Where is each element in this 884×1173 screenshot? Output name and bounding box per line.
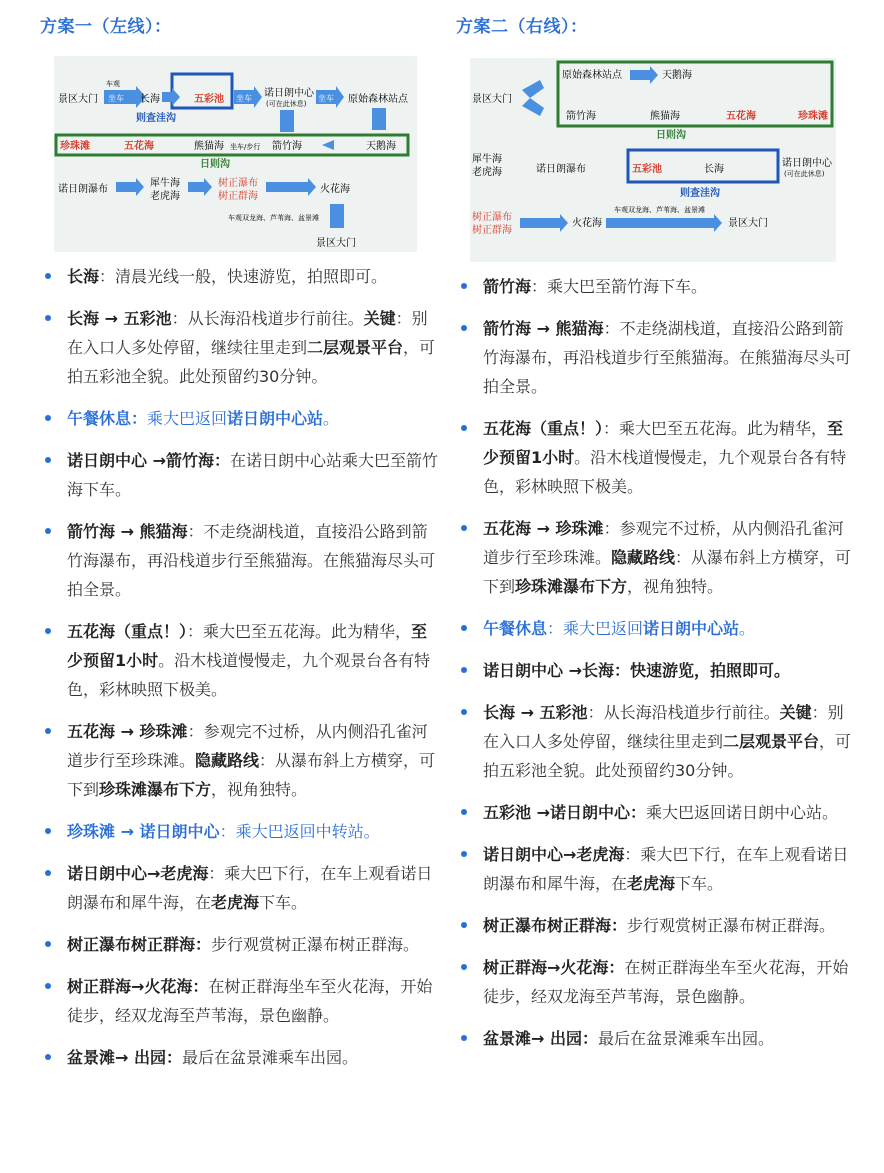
step-text: 下车。 — [675, 874, 724, 893]
step-text: ：从瀑布斜上方横穿，可下到 — [483, 548, 852, 596]
map-node: 天鹅海 — [366, 141, 396, 152]
arrow — [372, 108, 386, 130]
step-text: ：从瀑布斜上方横穿，可下到 — [67, 751, 436, 799]
step-text: ：参观完不过桥，从内侧沿孔雀河道步行至珍珠滩。 — [67, 722, 428, 770]
step-emphasis: 长海 — [67, 267, 100, 286]
step-text: 在诺日朗中心站乘大巴至箭竹海下车。 — [67, 451, 438, 499]
step-emphasis: 关键 — [779, 703, 812, 722]
step-emphasis: 树正瀑布树正群海： — [483, 916, 628, 935]
map-node: 长海 — [704, 164, 724, 175]
step-text: 。沿木栈道慢慢走，九个观景台各有特色，彩林映照下极美。 — [67, 651, 431, 699]
step-item — [40, 859, 440, 917]
map-node: 五彩池 — [632, 164, 662, 175]
arrow — [522, 80, 544, 98]
map-node: 五彩池 — [194, 94, 224, 105]
step-item — [456, 840, 856, 898]
step-emphasis: 老虎海 — [211, 893, 260, 912]
arrow — [280, 110, 294, 132]
step-emphasis: 午餐休息 — [483, 619, 548, 638]
step-text: 。 — [323, 409, 340, 428]
map-node: 景区大门 — [58, 94, 98, 105]
step-emphasis: 诺日朗中心→老虎海 — [67, 864, 209, 883]
map-node: 箭竹海 — [566, 111, 596, 122]
step-emphasis: 诺日朗中心→老虎海 — [483, 845, 625, 864]
step-text: ，视角独特。 — [211, 780, 308, 799]
step-text: ，视角独特。 — [627, 577, 724, 596]
arrow — [606, 214, 722, 232]
step-emphasis: 树正群海→火花海： — [67, 977, 209, 996]
step-item — [40, 446, 440, 504]
step-text: ，可拍五彩池全貌。此处预留约30分钟。 — [67, 338, 436, 386]
map-node: 原始森林站点 — [348, 94, 408, 105]
route-diagram — [54, 56, 417, 252]
step-text: ：乘大巴至五花海。此为精华， — [187, 622, 412, 641]
step-emphasis: 隐藏路线 — [195, 751, 260, 770]
step-emphasis: 午餐休息： — [67, 409, 148, 428]
step-text: 最后在盆景滩乘车出园。 — [597, 1029, 774, 1048]
step-emphasis: 珍珠滩 → 诺日朗中心 — [67, 822, 220, 841]
map-node: 树正群海 — [218, 191, 258, 202]
map-node: 长海 — [140, 94, 160, 105]
step-item — [456, 1024, 856, 1053]
step-emphasis: 老虎海 — [627, 874, 676, 893]
map-node: 诺日朗中心 — [264, 88, 314, 99]
step-emphasis: 诺日朗中心 →箭竹海： — [67, 451, 230, 470]
map-region: 日则沟 — [200, 159, 230, 170]
step-text: 。沿木栈道慢慢走，九个观景台各有特色，彩林映照下极美。 — [483, 448, 847, 496]
arrow-label: 坐车 — [318, 94, 334, 103]
arrow-label: 坐车 — [236, 94, 252, 103]
arrow — [630, 66, 658, 84]
map-node: 景区大门 — [728, 218, 768, 229]
map-node: 珍珠滩 — [798, 111, 828, 122]
step-emphasis: 长海 → 五彩池 — [67, 309, 172, 328]
step-emphasis: 盆景滩→ 出园： — [483, 1029, 598, 1048]
step-emphasis: 珍珠滩瀑布下方 — [515, 577, 628, 596]
map-note: (可在此休息) — [784, 170, 825, 178]
step-text: ：乘大巴至五花海。此为精华， — [603, 419, 828, 438]
map-node: 诺日朗瀑布 — [58, 184, 108, 195]
step-text: ，可拍五彩池全貌。此处预留约30分钟。 — [483, 732, 852, 780]
arrow — [116, 178, 144, 196]
step-text: ：清晨光线一般，快速游览，拍照即可。 — [99, 267, 388, 286]
step-item — [40, 404, 440, 433]
step-text: 乘大巴返回诺日朗中心站。 — [645, 803, 838, 822]
step-emphasis: 隐藏路线 — [611, 548, 676, 567]
map-node: 火花海 — [320, 184, 350, 195]
step-text: 在树正群海坐车至火花海，开始徒步，经双龙海至芦苇海，景色幽静。 — [483, 958, 849, 1006]
map-node: 树正瀑布 — [218, 178, 258, 189]
arrow — [322, 140, 334, 150]
step-text: ：别在入口人多处停留，继续往里走到 — [483, 703, 844, 751]
map-node: 诺日朗中心 — [782, 158, 832, 169]
step-item — [40, 304, 440, 391]
step-text: ：参观完不过桥，从内侧沿孔雀河道步行至珍珠滩。 — [483, 519, 844, 567]
step-item — [456, 272, 856, 301]
step-emphasis: 箭竹海 → 熊猫海 — [483, 319, 604, 338]
map-node: 犀牛海 — [150, 178, 180, 189]
map-label: 车观 — [106, 80, 120, 88]
step-item — [456, 656, 856, 685]
arrow-label: 坐车 — [108, 94, 124, 103]
map-node: 珍珠滩 — [60, 141, 90, 152]
step-item — [456, 314, 856, 401]
map-node: 五花海 — [124, 141, 154, 152]
step-item — [40, 262, 440, 291]
arrow — [266, 178, 316, 196]
step-emphasis: 长海 → 五彩池 — [483, 703, 588, 722]
step-text: 步行观赏树正瀑布树正群海。 — [211, 935, 420, 954]
step-text: 下车。 — [259, 893, 308, 912]
step-text: ：乘大巴下行，在车上观看诺日朗瀑布和犀牛海，在 — [483, 845, 849, 893]
step-text: 。 — [739, 619, 756, 638]
step-emphasis: 二层观景平台 — [307, 338, 404, 357]
step-emphasis: 诺日朗中心站 — [643, 619, 740, 638]
step-text: ：从长海沿栈道步行前往。 — [171, 309, 364, 328]
map-node: 原始森林站点 — [562, 70, 622, 81]
map-note: (可在此休息) — [266, 100, 307, 108]
route-diagram — [470, 58, 836, 262]
map-region: 则查洼沟 — [680, 188, 720, 199]
step-item — [456, 698, 856, 785]
step-emphasis: 五彩池 →诺日朗中心： — [483, 803, 646, 822]
map-node: 熊猫海 — [194, 141, 224, 152]
map-node: 熊猫海 — [650, 111, 680, 122]
step-text: ：从长海沿栈道步行前往。 — [587, 703, 780, 722]
step-emphasis: 二层观景平台 — [723, 732, 820, 751]
step-item — [40, 717, 440, 804]
arrow — [330, 204, 344, 228]
arrow — [522, 98, 544, 116]
step-item — [456, 911, 856, 940]
arrow — [188, 178, 212, 196]
step-item — [456, 798, 856, 827]
step-text: ：乘大巴返回中转站。 — [219, 822, 380, 841]
step-text: ：不走绕湖栈道，直接沿公路到箭竹海瀑布，再沿栈道步行至熊猫海。在熊猫海尽头可拍全景。 — [483, 319, 852, 396]
step-text: ：乘大巴返回 — [547, 619, 644, 638]
plan-right-steps — [456, 272, 856, 1066]
step-emphasis: 盆景滩→ 出园： — [67, 1048, 182, 1067]
map-node: 老虎海 — [150, 191, 180, 202]
step-emphasis: 至少预留1小时 — [67, 622, 428, 670]
map-node: 景区大门 — [472, 94, 512, 105]
map-region: 则查洼沟 — [136, 113, 176, 124]
step-emphasis: 五花海 → 珍珠滩 — [483, 519, 604, 538]
step-text: 步行观赏树正瀑布树正群海。 — [627, 916, 836, 935]
map-node: 老虎海 — [472, 167, 502, 178]
map-node: 树正瀑布 — [472, 212, 512, 223]
step-item — [40, 617, 440, 704]
step-emphasis: 至少预留1小时 — [483, 419, 844, 467]
step-emphasis: 箭竹海 → 熊猫海 — [67, 522, 188, 541]
plan-right-heading: 方案二（右线）： — [456, 17, 588, 37]
plan-left-heading: 方案一（左线）： — [40, 17, 172, 37]
map-node: 天鹅海 — [662, 70, 692, 81]
step-text: 乘大巴返回 — [147, 409, 228, 428]
plan-left-steps — [40, 262, 440, 1085]
map-node: 诺日朗瀑布 — [536, 164, 586, 175]
step-item — [40, 517, 440, 604]
step-emphasis: 箭竹海 — [483, 277, 532, 296]
step-emphasis: 五花海（重点！） — [483, 419, 604, 438]
step-emphasis: 关键 — [363, 309, 396, 328]
step-text: ：乘大巴至箭竹海下车。 — [531, 277, 708, 296]
map-node: 树正群海 — [472, 225, 512, 236]
step-emphasis: 珍珠滩瀑布下方 — [99, 780, 212, 799]
arrow-label: 坐车/步行 — [230, 143, 261, 151]
step-emphasis: 五花海 → 珍珠滩 — [67, 722, 188, 741]
step-item — [40, 817, 440, 846]
step-emphasis: 五花海（重点！） — [67, 622, 188, 641]
map-node: 景区大门 — [316, 238, 356, 249]
step-text: 最后在盆景滩乘车出园。 — [181, 1048, 358, 1067]
step-text: ：不走绕湖栈道，直接沿公路到箭竹海瀑布，再沿栈道步行至熊猫海。在熊猫海尽头可拍全景。 — [67, 522, 436, 599]
step-emphasis: 树正群海→火花海： — [483, 958, 625, 977]
map-node: 五花海 — [726, 111, 756, 122]
map-note: 车观双龙海、芦苇海、盆景滩 — [614, 206, 705, 214]
step-item — [40, 930, 440, 959]
step-item — [40, 972, 440, 1030]
map-node: 箭竹海 — [272, 141, 302, 152]
map-note: 车观双龙海、芦苇海、盆景滩 — [228, 214, 319, 222]
step-item — [456, 514, 856, 601]
step-emphasis: 诺日朗中心站 — [227, 409, 324, 428]
step-item — [456, 414, 856, 501]
map-region: 日则沟 — [656, 130, 686, 141]
step-text: ：别在入口人多处停留，继续往里走到 — [67, 309, 428, 357]
step-text: ：乘大巴下行，在车上观看诺日朗瀑布和犀牛海，在 — [67, 864, 433, 912]
step-text: 在树正群海坐车至火花海，开始徒步，经双龙海至芦苇海，景色幽静。 — [67, 977, 433, 1025]
map-node: 犀牛海 — [472, 154, 502, 165]
step-item — [456, 953, 856, 1011]
arrow — [520, 214, 568, 232]
step-item — [456, 614, 856, 643]
plan-left-route-map — [54, 56, 417, 252]
step-emphasis: 树正瀑布树正群海： — [67, 935, 212, 954]
step-emphasis: 诺日朗中心 →长海：快速游览，拍照即可。 — [483, 661, 790, 680]
step-item — [40, 1043, 440, 1072]
plan-right-route-map — [470, 58, 836, 262]
map-node: 火花海 — [572, 218, 602, 229]
